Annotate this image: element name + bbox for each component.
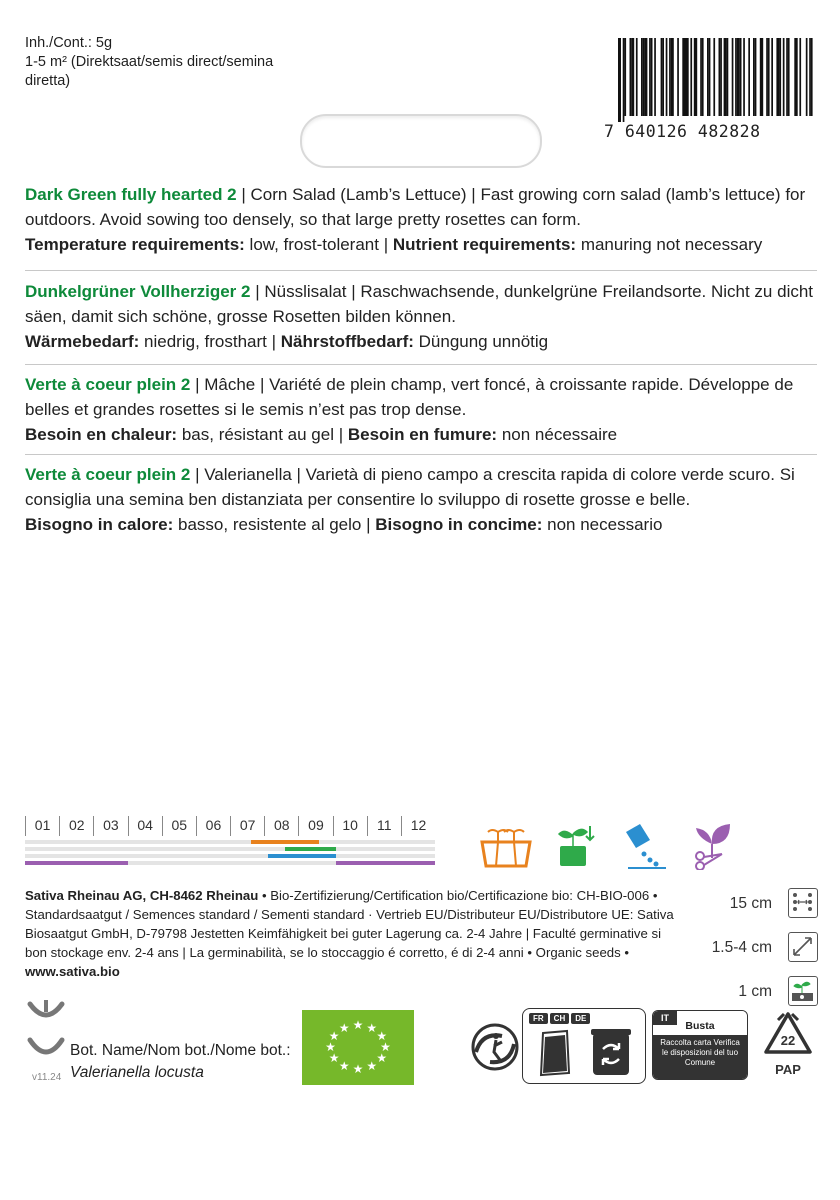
barcode-bar [776,38,779,116]
sowing-bar [285,847,336,851]
harvest-icon [696,824,730,870]
variety-title: Verte à coeur plein 2 [25,375,191,394]
barcode-bar [786,38,788,116]
calendar-track [25,840,435,844]
barcode-bar [755,38,757,116]
planting-bar [268,854,336,858]
hanger-slot [300,114,542,168]
barcode-bar [700,38,702,116]
barcode-bar [809,38,811,116]
barcode-bar [631,38,634,116]
month-label: 08 [264,816,298,836]
sowing-depth-icon [788,976,818,1006]
requirement-label: Bisogno in calore: [25,515,174,534]
description-section [25,182,817,257]
barcode-bar [666,38,668,116]
barcode-bar [671,38,674,116]
busta-box [652,1010,748,1080]
requirement-label: Besoin en fumure: [347,425,498,444]
calendar-track [25,847,435,851]
section-intro [25,182,817,232]
footer-legal [25,886,675,981]
version-number: v11.24 [32,1072,62,1083]
barcode-bar [636,38,638,116]
recycle-bin-icon [589,1027,633,1079]
eu-star-icon: ★ [352,1018,364,1032]
month-label: 12 [401,816,435,836]
barcode-bar [702,38,704,116]
barcode-bar [669,38,671,116]
requirement-label: Nutrient requirements: [392,235,577,254]
bin-info [522,1008,646,1084]
barcode-bar [771,38,773,116]
requirement-value: niedrig, frosthart | [139,332,281,351]
recycle-triangle-icon [758,1008,818,1086]
paper-bag-icon [537,1029,573,1077]
eu-star-icon: ★ [366,1020,378,1035]
month-label: 04 [128,816,162,836]
barcode-bar [651,38,653,116]
eu-star-icon: ★ [376,1029,388,1043]
barcode-bar [641,38,643,116]
barcode-bar [720,38,722,116]
divider [25,270,817,271]
description-section [25,372,817,447]
barcode-bar [713,38,715,116]
watering-icon [626,824,666,868]
plant-spacing-icon [788,888,818,918]
barcode-bar [740,38,742,116]
month-calendar [25,816,435,836]
month-label: 09 [298,816,332,836]
description-section [25,279,817,354]
row-spacing-icon [788,932,818,962]
requirement-label: Besoin en chaleur: [25,425,178,444]
requirement-value: non necessario [542,515,663,534]
website-link[interactable]: www.sativa.bio [25,964,120,979]
barcode-bar [799,38,801,116]
preculture-bar [251,840,319,844]
recycle-number: 22 [780,1033,796,1048]
barcode-bar [624,38,626,116]
section-intro [25,279,817,329]
eu-star-icon: ★ [338,1059,350,1074]
barcode-bar [649,38,651,116]
barcode-bar [709,38,711,116]
eu-star-icon: ★ [366,1059,378,1074]
cultivation-pictograms [480,822,740,870]
requirement-value: manuring not necessary [576,235,763,254]
barcode-bar [806,38,808,116]
eu-star-icon: ★ [325,1040,336,1054]
requirements [25,232,817,257]
eu-star-icon: ★ [328,1029,340,1043]
month-label: 11 [367,816,401,836]
requirement-value: Düngung unnötig [413,332,549,351]
harvest-bar [336,861,435,865]
month-label: 02 [59,816,93,836]
germination-text: Keimfähigkeit bei guter Lagerung ca. 2-4 Jahre | Faculté germinative si bon stockage env. 2-4 ans | La germinabilità, se lo stoccaggio é corretto, é di 2-4 anni • Organic seeds • [25,926,662,960]
spec-row-spacing [700,932,818,964]
barcode-bar [684,38,687,116]
spec-value: 1 cm [738,983,772,1000]
variety-description: | Mâche | Variété de plein champ, vert foncé, à croissante rapide. Développe de belles et grandes rosettes si le semis n’est pas trop dense. [25,375,794,419]
variety-description: | Corn Salad (Lamb’s Lettuce) | Fast growing corn salad (lamb’s lettuce) for outdoors. Avoid sowing too densely, so that large pretty rosettes can form. [25,185,806,229]
variety-description: | Valerianella | Varietà di pieno campo a crescita rapida di colore verde scuro. Si consiglia una semina ben distanziata per consentire lo sviluppo di rosette grosse e belle. [25,465,795,509]
company-name: Sativa Rheinau AG, CH-8462 Rheinau [25,888,259,903]
barcode-bar [654,38,656,116]
barcode-bar [766,38,768,116]
variety-description: | Nüsslisalat | Raschwachsende, dunkelgrüne Freilandsorte. Nicht zu dicht säen, damit sich schöne, grosse Rosetten bilden können. [25,282,814,326]
package-info [25,34,295,91]
barcode-bar [768,38,770,116]
barcode-bar [643,38,645,116]
barcode-bar [727,38,729,116]
barcode-bar [732,38,734,116]
barcode-bar [677,38,679,116]
calendar-track [25,854,435,858]
barcode-bar [743,38,745,116]
month-label: 10 [333,816,367,836]
barcode-bar [783,38,785,116]
bin-country-tab: CH [550,1013,570,1024]
barcode-digits: 7 640126 482828 [604,122,761,141]
barcode-bar [707,38,709,116]
harvest-bar [25,861,128,865]
eu-star-icon: ★ [376,1051,388,1065]
barcode-bar [719,38,721,116]
barcode-bars [604,38,816,122]
barcode-bar [696,38,698,116]
requirement-label: Bisogno in concime: [375,515,543,534]
section-intro [25,372,817,422]
requirement-value: bas, résistant au gel | [177,425,348,444]
requirement-value: basso, resistente al gelo | [173,515,376,534]
eu-star-icon: ★ [338,1020,350,1035]
barcode-bar [618,38,621,122]
barcode-bar [779,38,781,116]
recycling-person-icon [470,1022,520,1072]
bin-country-tab: DE [571,1013,590,1024]
requirement-value: non nécessaire [497,425,618,444]
bin-country-tab: FR [529,1013,548,1024]
barcode-bar [694,38,696,116]
month-label: 06 [196,816,230,836]
divider [25,364,817,365]
barcode-bar [794,38,796,116]
month-label: 07 [230,816,264,836]
month-label: 01 [25,816,59,836]
eu-organic-logo [302,1010,414,1085]
busta-title: Busta [685,1020,715,1032]
spec-value: 15 cm [729,895,772,912]
barcode-bar [737,38,740,116]
barcode-bar [623,38,625,122]
eu-star-icon: ★ [380,1040,391,1054]
sativa-logo [26,998,66,1070]
recycle-code: PAP [775,1062,801,1077]
sowing-area: 1-5 m² (Direktsaat/semis direct/semina diretta) [25,54,274,89]
month-label: 05 [162,816,196,836]
barcode-bar [796,38,798,116]
barcode-bar [724,38,727,116]
content-weight: Inh./Cont.: 5g [25,35,113,51]
section-intro [25,462,817,512]
spec-plant-spacing [700,888,818,920]
botanical-name [70,1040,291,1084]
barcode-bar [630,38,632,116]
barcode-bar [662,38,664,116]
variety-title: Dark Green fully hearted 2 [25,185,237,204]
requirement-value: low, frost-tolerant | [244,235,393,254]
requirements [25,512,817,537]
barcode [604,38,816,148]
calendar-bars [25,840,435,870]
disposal-info [470,1008,820,1088]
barcode-bar [682,38,684,116]
botanical-label: Bot. Name/Nom bot./Nome bot.: [70,1042,291,1059]
barcode-bar [760,38,762,116]
requirements [25,329,817,354]
busta-country-tag: IT [653,1011,677,1025]
requirement-label: Wärmebedarf: [25,332,140,351]
certification-text: • Bio-Zertifizierung/Certification bio/Certificazione bio: CH-BIO-006 • Standardsaatgut / Semences standard / Sementi standard · Vertrieb EU/Distributeur EU/Distributore UE: Sativa Biosaatgut GmbH, D-79798 Jestetten [25,888,674,941]
barcode-bar [753,38,755,116]
variety-title: Verte à coeur plein 2 [25,465,191,484]
busta-text: Raccolta carta Verifica le disposizioni del tuo Comune [653,1035,747,1080]
eu-star-icon: ★ [352,1062,364,1076]
preculture-icon [482,830,530,866]
botanical-latin: Valerianella locusta [70,1064,204,1081]
barcode-bar [811,38,813,116]
sowing-icon [559,826,594,866]
month-label: 03 [93,816,127,836]
spec-sowing-depth [700,976,818,1008]
barcode-bar [748,38,750,116]
requirement-label: Nährstoffbedarf: [280,332,414,351]
barcode-bar [687,38,689,116]
barcode-bar [661,38,663,116]
divider [25,454,817,455]
spec-value: 1.5-4 cm [711,939,772,956]
requirement-label: Temperature requirements: [25,235,245,254]
barcode-bar [788,38,790,116]
barcode-bar [690,38,692,116]
barcode-bar [762,38,764,116]
barcode-bar [735,38,737,116]
barcode-bar [644,38,647,116]
variety-title: Dunkelgrüner Vollherziger 2 [25,282,251,301]
description-section [25,462,817,537]
eu-star-icon: ★ [328,1051,340,1065]
requirements [25,422,817,447]
